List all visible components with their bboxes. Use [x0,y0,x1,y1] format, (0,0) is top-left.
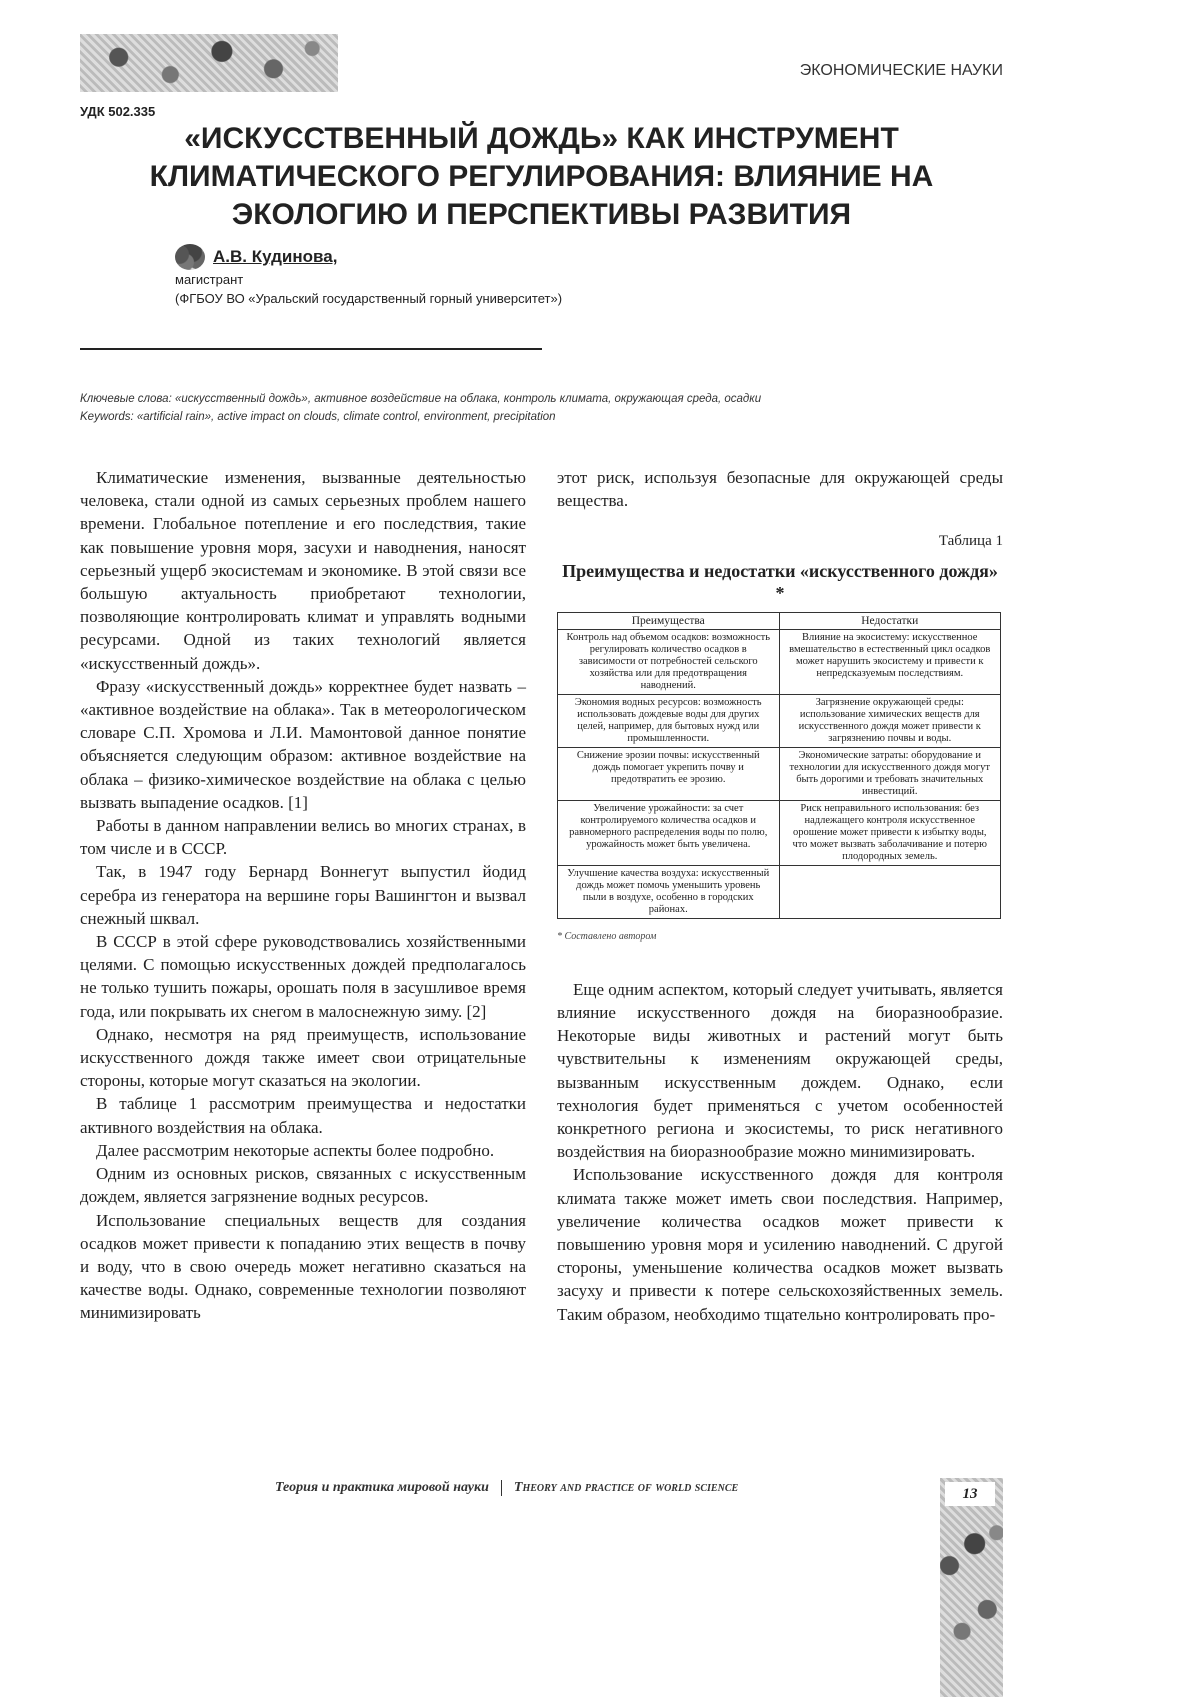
right-column [557,466,1003,1326]
table-row [558,694,1001,747]
author-name: А.В. Кудинова, [213,247,337,267]
table-row [558,865,1001,918]
table-cell: Влияние на экосистему: искусственное вмешательство в естественный цикл осадков может нарушить экосистему и привести к непредсказуемым последствиям. [779,629,1001,694]
right-column-bottom [557,978,1003,1326]
header-disadvantages: Недостатки [779,612,1001,629]
two-columns [80,466,1003,1326]
keywords-en: Keywords: «artificial rain», active impact on clouds, climate control, environment, precipitation [80,408,1003,426]
footer [275,1480,738,1496]
table-cell: Риск неправильного использования: без надлежащего контроля искусственное орошение может привести к избытку воды, что может вызвать заболачивание и потерю плодородных земель. [779,800,1001,865]
divider [80,348,542,350]
paragraph: Использование искусственного дождя для контроля климата также может иметь свои последствия. Например, увеличение количества осадков может привести к повышению уровня моря и усилению наводнений. С другой стороны, уменьшение количества осадков может вызвать засуху и привести к потере сельскохозяйственных земель. Таким образом, необходимо тщательно контролировать про- [557,1163,1003,1325]
keywords-ru: Ключевые слова: «искусственный дождь», активное воздействие на облака, контроль климата, окружающая среда, осадки [80,390,1003,408]
table-caption: Преимущества и недостатки «искусственного дождя» * [557,560,1003,604]
table-cell: Снижение эрозии почвы: искусственный дождь помогает укрепить почву и предотвратить ее эрозию. [558,747,780,800]
table-cell [779,865,1001,918]
table-cell: Экономические затраты: оборудование и технологии для искусственного дождя могут быть дорогими и требовать значительных инвестиций. [779,747,1001,800]
paragraph: Фразу «искусственный дождь» корректнее будет назвать – «активное воздействие на облака». Так в метеорологическом словаре С.П. Хромова и Л.И. Мамонтовой данное понятие объясняется следующим образом: активное воздействие на облака – физико-химическое воздействие на облака с целью вызвать выпадение осадков. [1] [80,675,526,814]
paragraph: Так, в 1947 году Бернард Воннегут выпустил йодид серебра из генератора на вершине горы Вашингтон и вызвал снежный шквал. [80,860,526,930]
table-row [558,800,1001,865]
paragraph: В СССР в этой сфере руководствовались хозяйственными целями. С помощью искусственных дождей предполагалось не только тушить пожары, орошать поля в засушливое время года, или покрывать их снегом в малоснежную зиму. [2] [80,930,526,1023]
journal-name-ru: Теория и практика мировой науки [275,1480,489,1495]
table-label: Таблица 1 [557,530,1003,553]
paragraph: Однако, несмотря на ряд преимуществ, использование искусственного дождя также имеет свои отрицательные стороны, которые могут сказаться на экологии. [80,1023,526,1093]
footer-separator [501,1480,502,1496]
section-name: ЭКОНОМИЧЕСКИЕ НАУКИ [800,62,1003,80]
page-number: 13 [945,1482,995,1506]
paragraph: В таблице 1 рассмотрим преимущества и недостатки активного воздействия на облака. [80,1092,526,1138]
header-advantages: Преимущества [558,612,780,629]
journal-page [0,0,1200,1697]
paragraph: Далее рассмотрим некоторые аспекты более подробно. [80,1139,526,1162]
author-role: магистрант [80,270,1003,289]
udk-code: УДК 502.335 [80,104,1003,120]
table-header-row [558,612,1001,629]
paragraph: Климатические изменения, вызванные деятельностью человека, стали одной из самых серьезных проблем нашего времени. Глобальное потепление и его последствия, такие как повышение уровня моря, засухи и наводнения, наносят серьезный ущерб экосистемам и экономике. В этой связи все большую актуальность приобретают технологии, позволяющие контролировать климат и управлять водными ресурсами. Одной из таких технологий является «искусственный дождь». [80,466,526,675]
table-row [558,747,1001,800]
molecule-footer-image [940,1478,1003,1697]
article-body [80,104,1003,1326]
paragraph: Работы в данном направлении велись во многих странах, в том числе и в СССР. [80,814,526,860]
left-column [80,466,526,1325]
author-line [80,244,1003,270]
article-title: «ИСКУССТВЕННЫЙ ДОЖДЬ» КАК ИНСТРУМЕНТ КЛИМАТИЧЕСКОГО РЕГУЛИРОВАНИЯ: ВЛИЯНИЕ НА ЭКОЛОГИЮ И ПЕРСПЕКТИВЫ РАЗВИТИЯ [80,120,1003,234]
table-cell: Загрязнение окружающей среды: использование химических веществ для искусственного дождя может привести к загрязнению почвы и воды. [779,694,1001,747]
paragraph: Еще одним аспектом, который следует учитывать, является влияние искусственного дождя на биоразнообразие. Некоторые виды животных и растений могут быть чувствительны к изменениям окружающей среды, вызванным искусственным дождем. Однако, если технология будет применяться с учетом особенностей конкретного региона и экосистемы, то риск негативного воздействия на биоразнообразие можно минимизировать. [557,978,1003,1164]
author-organization: (ФГБОУ ВО «Уральский государственный горный университет») [80,289,1003,308]
table-cell: Экономия водных ресурсов: возможность использовать дождевые воды для других целей, например, для бытовых нужд или промышленности. [558,694,780,747]
paragraph: этот риск, используя безопасные для окружающей среды вещества. [557,466,1003,512]
journal-name-en: Theory and practice of world science [514,1480,738,1495]
advantages-table [557,612,1001,919]
table-cell: Улучшение качества воздуха: искусственный дождь может помочь уменьшить уровень пыли в воздухе, особенно в городских районах. [558,865,780,918]
paragraph: Одним из основных рисков, связанных с искусственным дождем, является загрязнение водных ресурсов. [80,1162,526,1208]
table-note: * Составлено автором [557,925,1003,948]
table-row [558,629,1001,694]
table-cell: Контроль над объемом осадков: возможность регулировать количество осадков в зависимости от потребностей сельского хозяйства или для предотвращения наводнений. [558,629,780,694]
molecule-banner-image [80,34,338,92]
keywords [80,390,1003,426]
paragraph: Использование специальных веществ для создания осадков может привести к попаданию этих веществ в почву и воду, что в свою очередь может негативно сказаться на качестве воды. Однако, современные технологии позволяют минимизировать [80,1209,526,1325]
table-cell: Увеличение урожайности: за счет контролируемого количества осадков и равномерного распределения воды по полю, урожайность может быть увеличена. [558,800,780,865]
author-bullet-icon [175,244,205,270]
